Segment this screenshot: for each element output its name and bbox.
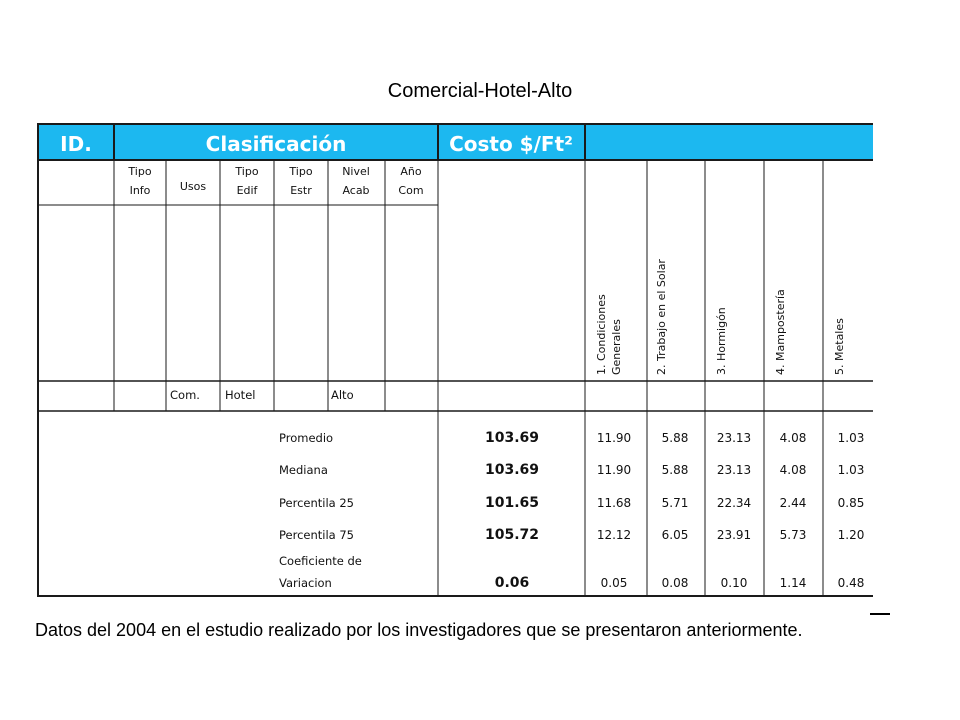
subheader-label: Info xyxy=(129,184,151,197)
stat-category-value: 6.05 xyxy=(661,528,689,542)
cost-table-drawing xyxy=(39,125,873,597)
classification-usos: Com. xyxy=(170,388,200,402)
header-id: ID. xyxy=(60,132,92,156)
subheader-label: Com xyxy=(398,184,424,197)
stat-category-value: 5.73 xyxy=(779,528,807,542)
subheader-label: Tipo xyxy=(289,165,313,178)
cost-table xyxy=(37,123,873,597)
subheader-label: Tipo xyxy=(128,165,152,178)
stat-category-value: 0.48 xyxy=(837,576,865,590)
stat-category-value: 1.14 xyxy=(779,576,807,590)
stat-category-value: 1.03 xyxy=(837,431,865,445)
category-header: 2. Trabajo en el Solar xyxy=(655,259,668,375)
stat-category-value: 4.08 xyxy=(779,463,807,477)
stat-category-value: 12.12 xyxy=(596,528,632,542)
stat-category-value: 11.90 xyxy=(596,463,632,477)
stat-category-value: 0.85 xyxy=(837,496,865,510)
header-costo: Costo $/Ft² xyxy=(449,132,573,156)
stat-cost-value: 0.06 xyxy=(494,575,530,591)
stat-cost-value: 103.69 xyxy=(484,462,540,478)
stat-cost-value: 105.72 xyxy=(484,527,540,543)
stat-label: Promedio xyxy=(279,431,334,445)
header-clasificacion: Clasificación xyxy=(205,132,347,156)
stat-category-value: 1.03 xyxy=(837,463,865,477)
stat-category-value: 0.08 xyxy=(661,576,689,590)
subheader-label: Acab xyxy=(342,184,370,197)
caption-overline-mark xyxy=(870,613,890,615)
caption: Datos del 2004 en el estudio realizado por los investigadores que se presentaron anteriormente. xyxy=(35,620,803,640)
stat-category-value: 5.88 xyxy=(661,431,689,445)
stat-category-value: 2.44 xyxy=(779,496,807,510)
stat-category-value: 23.13 xyxy=(716,463,752,477)
stat-category-value: 22.34 xyxy=(716,496,752,510)
stat-category-value: 4.08 xyxy=(779,431,807,445)
stat-category-value: 1.20 xyxy=(837,528,865,542)
subheader-label: Año xyxy=(400,165,422,178)
category-header: 4. Mampostería xyxy=(774,289,787,375)
stat-category-value: 23.91 xyxy=(716,528,752,542)
subheader-label: Nivel xyxy=(342,165,370,178)
category-header: 1. Condiciones xyxy=(595,294,608,375)
subheader-label: Estr xyxy=(290,184,312,197)
stat-label: Percentila 25 xyxy=(279,496,354,510)
subheader-label: Edif xyxy=(236,184,258,197)
category-header: 5. Metales xyxy=(833,318,846,375)
stat-category-value: 0.10 xyxy=(720,576,748,590)
stat-cost-value: 101.65 xyxy=(484,495,540,511)
stat-label: Mediana xyxy=(279,463,328,477)
subheader-label: Usos xyxy=(179,180,207,193)
classification-tipo-edif: Hotel xyxy=(225,388,256,402)
category-header: 3. Hormigón xyxy=(715,307,728,375)
stat-label: Percentila 75 xyxy=(279,528,354,542)
slide-title: Comercial-Hotel-Alto xyxy=(387,80,573,102)
subheader-label: Tipo xyxy=(235,165,259,178)
category-header: Generales xyxy=(610,319,623,375)
stat-label: Coeficiente de xyxy=(279,554,362,568)
stat-label: Variacion xyxy=(279,576,332,590)
stat-category-value: 11.90 xyxy=(596,431,632,445)
stat-category-value: 5.71 xyxy=(661,496,689,510)
stat-category-value: 5.88 xyxy=(661,463,689,477)
stat-category-value: 23.13 xyxy=(716,431,752,445)
stat-category-value: 0.05 xyxy=(600,576,628,590)
stat-cost-value: 103.69 xyxy=(484,430,540,446)
stat-category-value: 11.68 xyxy=(596,496,632,510)
classification-nivel-acab: Alto xyxy=(331,388,354,402)
